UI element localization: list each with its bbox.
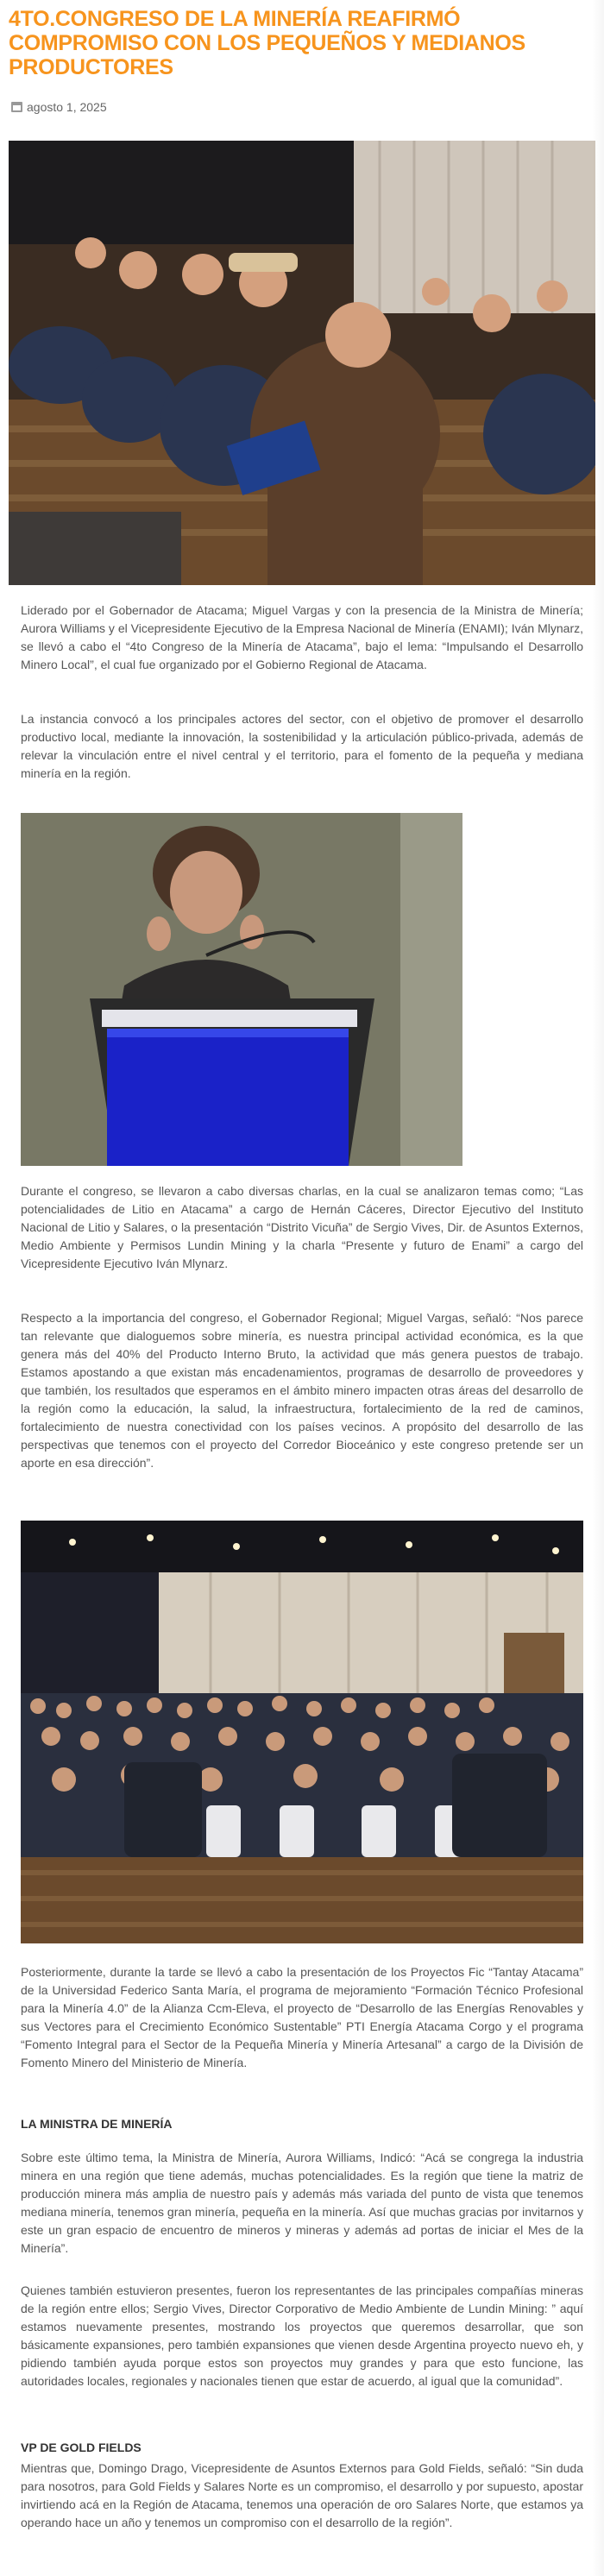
calendar-icon xyxy=(11,102,22,112)
photo-minister-podium xyxy=(21,813,462,1166)
photo-audience-front xyxy=(9,141,595,585)
post-date[interactable]: agosto 1, 2025 xyxy=(27,100,107,114)
paragraph-lundin-quote: Quienes también estuvieron presentes, fueron los representantes de las principales compañías mineras de la región entre ellos; Sergio Vives, Director Corporativo de Medio Ambiente de Lundin Mining: ” aquí estamos nuevamente presentes, mostrando los proyectos que queremos desarrollar, que son básicamente expansiones, pero también expansiones que vienen desde Argentina proyecto nuevo eh, y pidiendo también ayuda porque estos son proyectos muy grandes y para que esto funcione, las autoridades locales, regionales y nacionales tienen que estar de acuerdo, al igual que la comunidad”. xyxy=(21,2283,583,2388)
paragraph-talks: Durante el congreso, se llevaron a cabo diversas charlas, en la cual se analizaron temas como; “Las potencialidades de Litio en Atacama” a cargo de Hernán Cáceres, Director Ejecutivo del Instituto Nacional de Litio y Salares, o la presentación “Distrito Vicuña” de Sergio Vives, Dir. de Asuntos Externos, Medio Ambiente y Permisos Lundin Mining y la charla “Presente y futuro de Enami” a cargo del Vicepresidente Ejecutivo Iván Mlynarz. xyxy=(21,1184,583,1270)
paragraph-governor-quote: Respecto a la importancia del congreso, el Gobernador Regional; Miguel Vargas, señaló: “Nos parece tan relevante que dialoguemos sobre minería, es nuestra principal actividad económica, es la que genera más del 40% del Producto Interno Bruto, la actividad que más genera puestos de trabajo. Estamos apostando a que existan más encadenamientos, programas de desarrollo de proveedores y que también, los resultados que esperamos en el ámbito minero impacten otras áreas del desarrollo de la región como la educación, la salud, la infraestructura, fortalecimiento de la red de caminos, fortalecimiento de nuestra conectividad con los países vecinos. A propósito del desarrollo de las perspectivas que tenemos con el proyecto del Corredor Bioceánico y este congreso pretende ser un aporte en esa dirección”. xyxy=(21,1311,583,1470)
paragraph-afternoon-projects: Posteriormente, durante la tarde se llevó a cabo la presentación de los Proyectos Fic “Tantay Atacama” de la Universidad Federico Santa María, el programa de mejoramiento “Formación Técnico Profesional para la Minería 4.0” de la Alianza Ccm-Eleva, el proyecto de “Desarrollo de las Energías Renovables y sus Vectores para el Crecimiento Económico Sustentable” PTI Energía Atacama Corgo y el programa “Fomento Integral para el Sector de la Pequeña Minería y Minería Artesanal” a cargo de la División de Fomento Minero del Ministerio de Minería. xyxy=(21,1965,583,2069)
photo-conference-hall xyxy=(21,1521,583,1943)
page-edge-shadow xyxy=(592,0,604,2576)
paragraph-objective: La instancia convocó a los principales actores del sector, con el objetivo de promover el desarrollo productivo local, mediante la innovación, la sostenibilidad y la articulación público-privada, además de relevar la vinculación entre el nivel central y el territorio, para el fomento de la pequeña y mediana minería en la región. xyxy=(21,712,583,780)
paragraph-intro: Liderado por el Gobernador de Atacama; Miguel Vargas y con la presencia de la Ministra de Minería; Aurora Williams y el Vicepresidente Ejecutivo de la Empresa Nacional de Minería (ENAMI); Iván Mlynarz, se llevó a cabo el “4to Congreso de la Minería de Atacama”, bajo el lema: “Impulsando el Desarrollo Minero Local”, el cual fue organizado por el Gobierno Regional de Atacama. xyxy=(21,603,583,671)
paragraph-gold-fields-quote: Mientras que, Domingo Drago, Vicepresidente de Asuntos Externos para Gold Fields, señaló: “Sin duda para nosotros, para Gold Fields y Salares Norte es un compromiso, el desarrollo y por supuesto, apostar invirtiendo acá en la Región de Atacama, tenemos una operación de oro Salares Norte, que estamos ya operando hace un año y tenemos un compromiso con el desarrollo de la región”. xyxy=(21,2461,583,2529)
section-heading-ministra: LA MINISTRA DE MINERÍA xyxy=(21,2117,173,2131)
paragraph-ministra-quote: Sobre este último tema, la Ministra de Minería, Aurora Williams, Indicó: “Acá se congrega la industria minera en una región que tiene además, muchas potencialidades. Es la región que tiene la matriz de producción minera más amplia de nuestro país y además más variada del punto de vista que tenemos mediana minería, tenemos gran minería, pequeña en la minería. Así que muchas gracias por invitarnos y este un gran espacio de encuentro de mineros y mineras y además ad portas de iniciar el Mes de la Minería”. xyxy=(21,2151,583,2255)
article-title: 4TO.CONGRESO DE LA MINERÍA REAFIRMÓ COMPROMISO CON LOS PEQUEÑOS Y MEDIANOS PRODUCTORES xyxy=(9,7,525,79)
post-meta xyxy=(11,100,107,114)
section-heading-gold-fields: VP DE GOLD FIELDS xyxy=(21,2441,142,2454)
